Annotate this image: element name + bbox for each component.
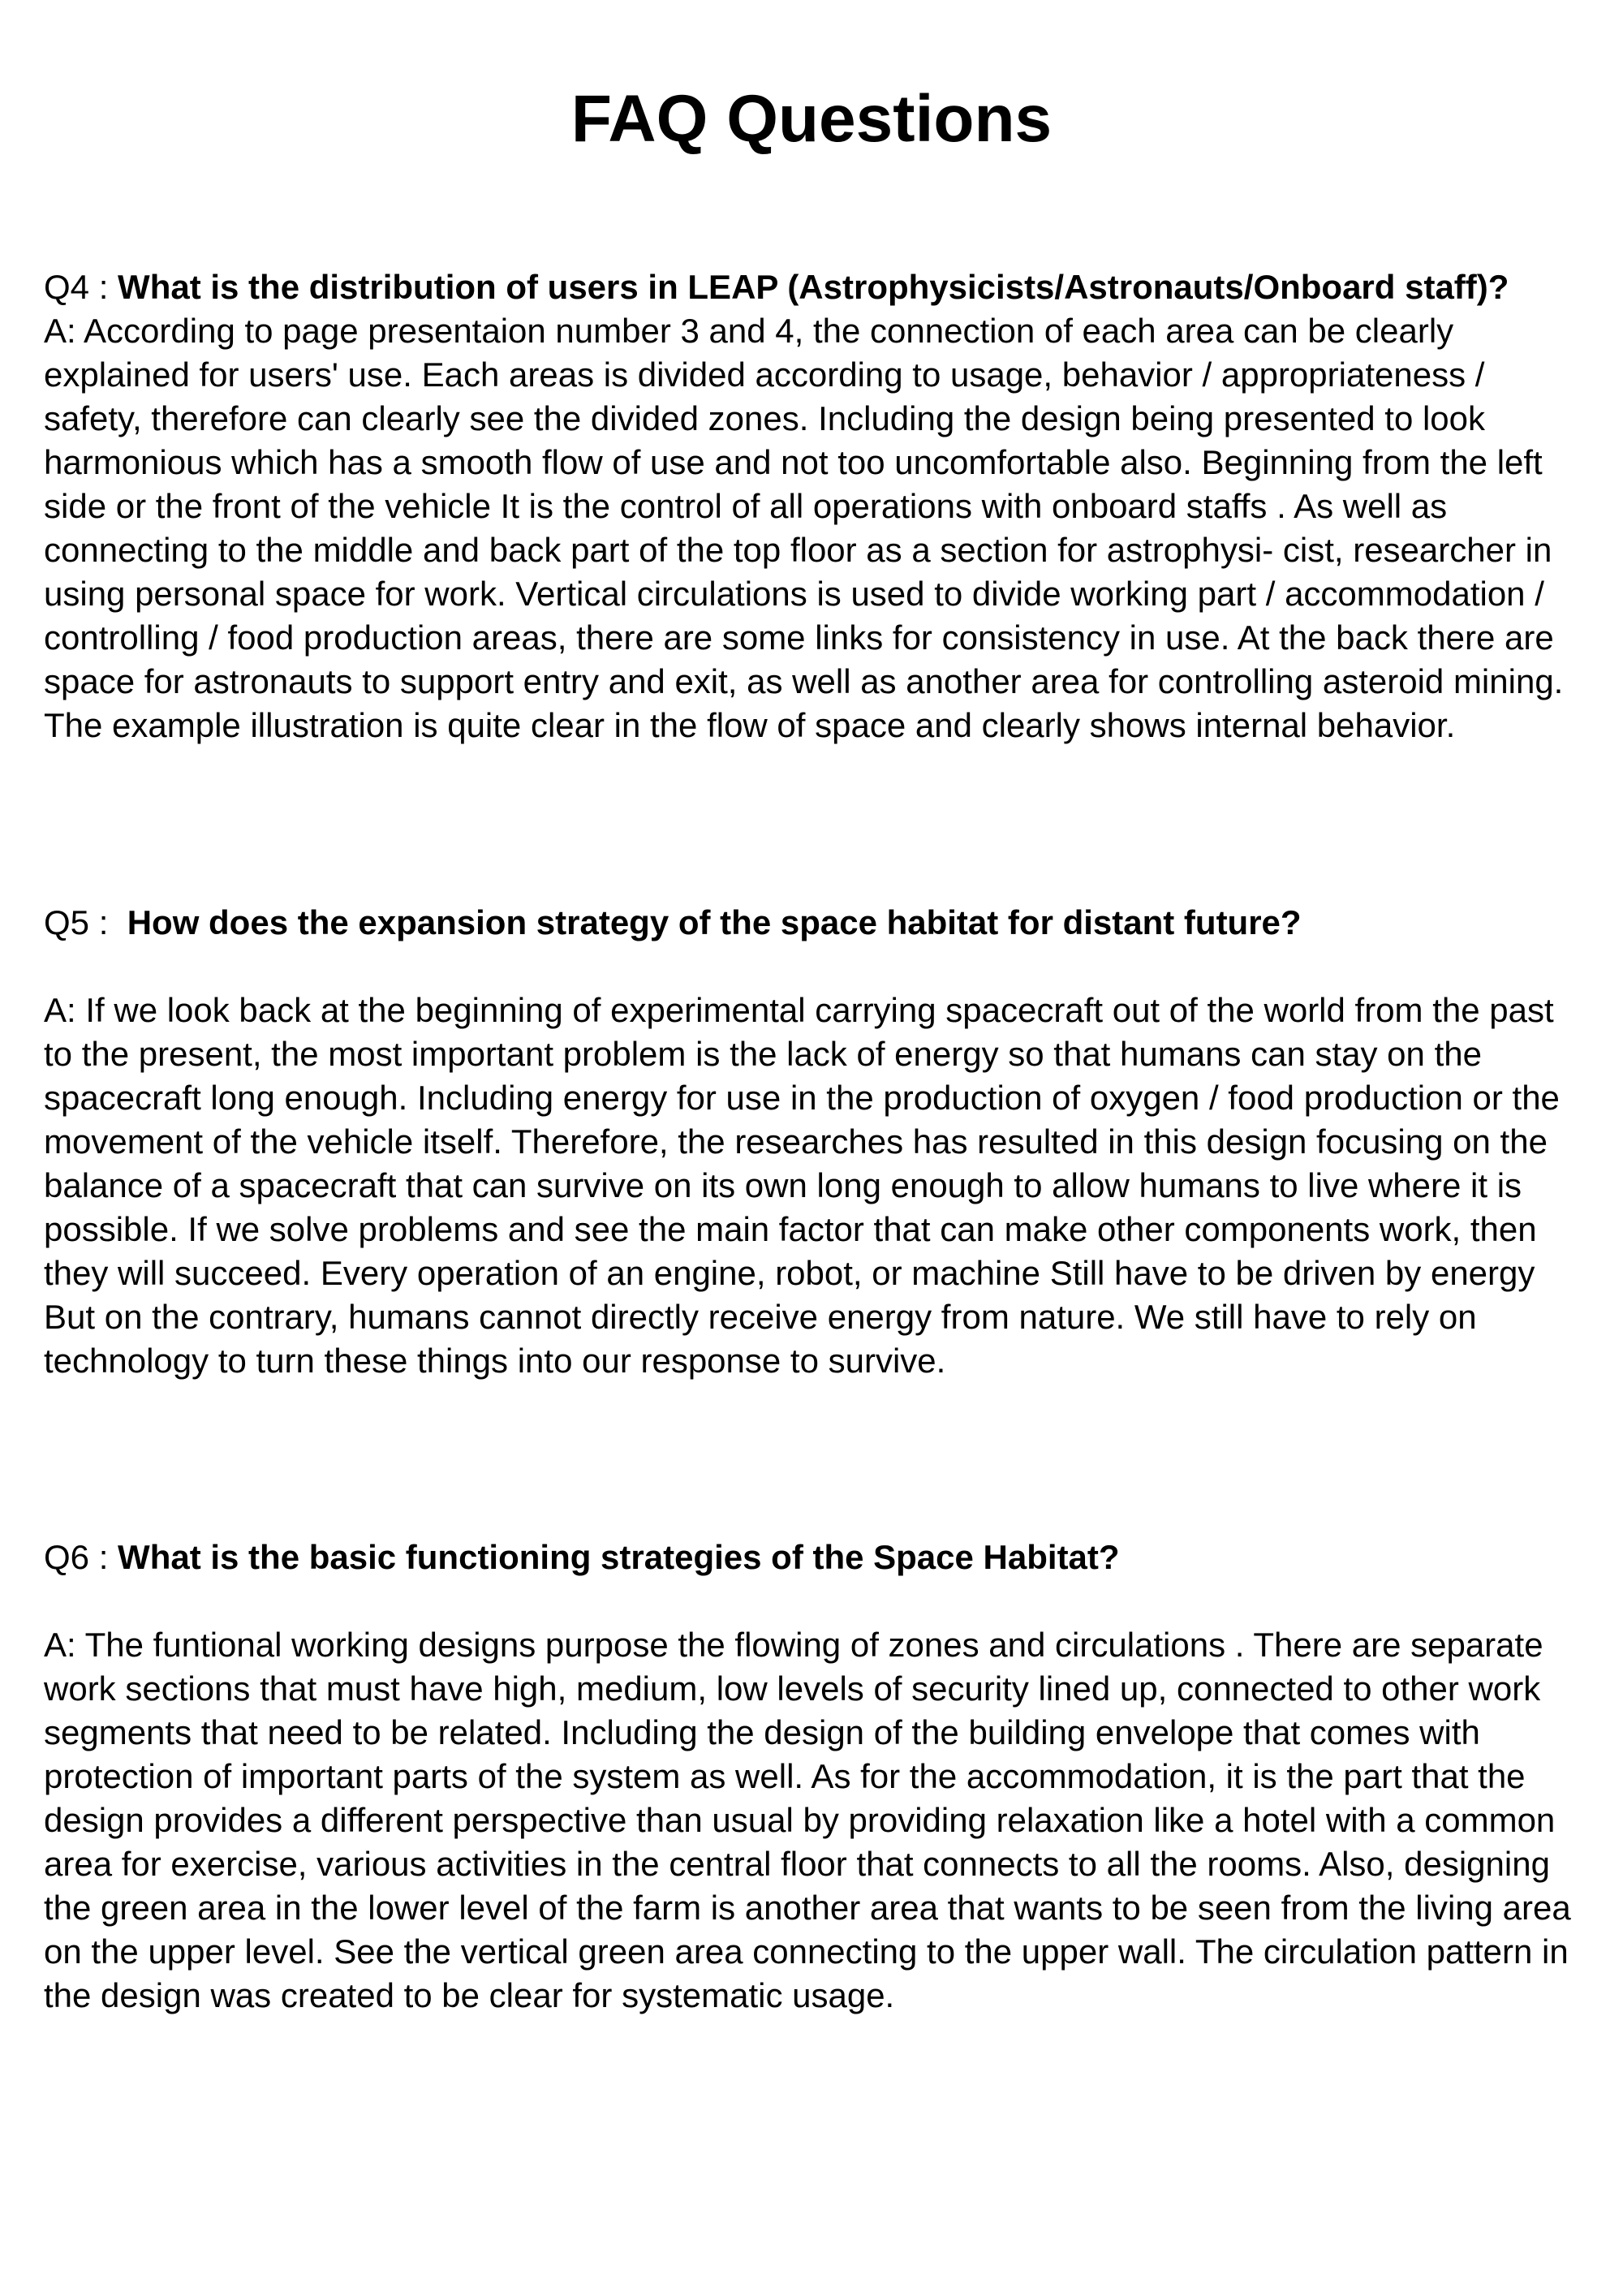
question-label: Q5 : [44,903,127,941]
question-label: Q6 : [44,1538,118,1576]
faq-item-q4 [44,265,1586,747]
faq-question [44,265,1586,309]
page-title: FAQ Questions [570,82,1053,156]
question-text: What is the basic functioning strategies of the Space Habitat? [118,1538,1120,1576]
faq-answer: A: The funtional working designs purpose the flowing of zones and circulations . There are separate work sections that must have high, medium, low levels of security lined up, connected to other work segments that need to be related. Including the design of the building envelope that comes with protection of important parts of the system as well. As for the accommodation, it is the part that the design provides a different perspective than usual by providing relaxation like a hotel with a common area for exercise, various activities in the central floor that connects to all the rooms. Also, designing the green area in the lower level of the farm is another area that wants to be seen from the living area on the upper level. See the vertical green area connecting to the upper wall. The circulation pattern in the design was created to be clear for systematic usage. [44,1626,1571,2014]
question-text: What is the distribution of users in LEAP (Astrophysicists/Astronauts/Onboard staff)? [118,268,1509,306]
faq-question [44,901,1586,945]
faq-item-q6 [44,1536,1586,2018]
question-label: Q4 : [44,268,118,306]
faq-question [44,1536,1586,1579]
faq-item-q5 [44,901,1586,1383]
question-text: How does the expansion strategy of the space habitat for distant future? [127,903,1302,941]
faq-answer: A: If we look back at the beginning of experimental carrying spacecraft out of the world from the past to the present, the most important problem is the lack of energy so that humans can stay on the spacecraft long enough. Including energy for use in the production of oxygen / food production or the movement of the vehicle itself. Therefore, the researches has resulted in this design focusing on the balance of a spacecraft that can survive on its own long enough to allow humans to live where it is possible. If we solve problems and see the main factor that can make other components work, then they will succeed. Every operation of an engine, robot, or machine Still have to be driven by energy But on the contrary, humans cannot directly receive energy from nature. We still have to rely on technology to turn these things into our response to survive. [44,991,1560,1380]
faq-answer: A: According to page presentaion number 3 and 4, the connection of each area can be clearly explained for users' use. Each areas is divided according to usage, behavior / appropriateness / safety, therefore can clearly see the divided zones. Including the design being presented to look harmonious which has a smooth flow of use and not too uncomfortable also. Beginning from the left side or the front of the vehicle It is the control of all operations with onboard staffs . As well as connecting to the middle and back part of the top floor as a section for astrophysi- cist, researcher in using personal space for work. Vertical circulations is used to divide working part / accommodation / controlling / food production areas, there are some links for consistency in use. At the back there are space for astronauts to support entry and exit, as well as another area for controlling asteroid mining. The example illustration is quite clear in the flow of space and clearly shows internal behavior. [44,312,1564,744]
